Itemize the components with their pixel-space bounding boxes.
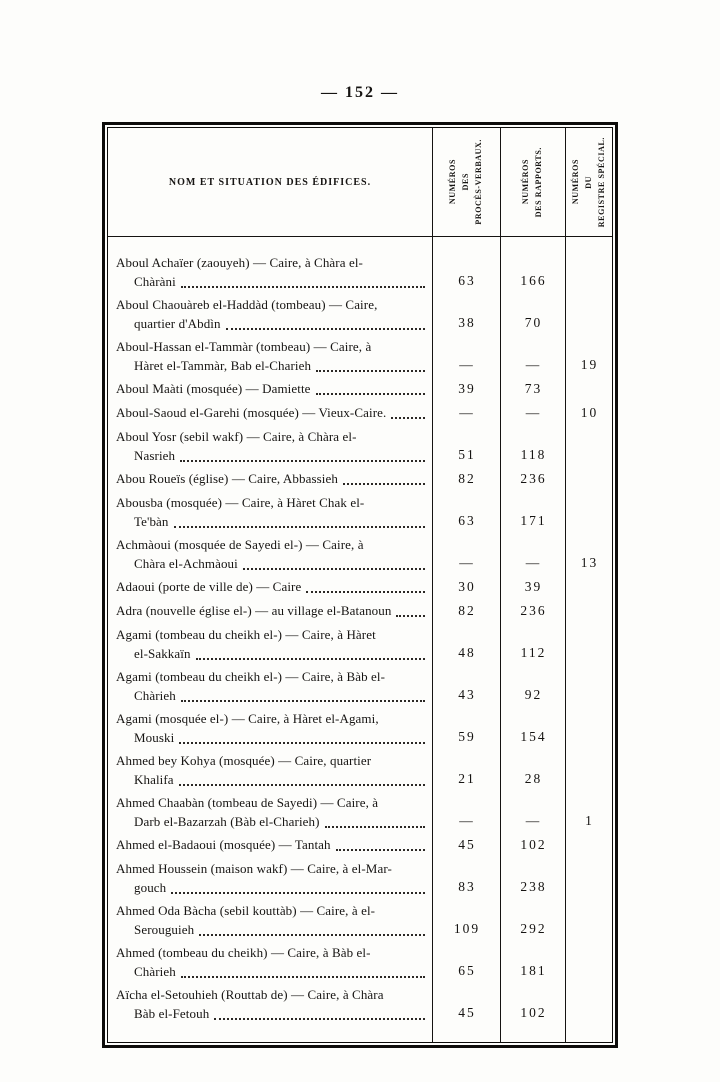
edifice-name-text: Abousba (mosquée) — Caire, à Hàret Chak el- <box>116 495 365 510</box>
edifice-name-line <box>116 469 427 488</box>
proces-verbaux-cell <box>432 379 500 399</box>
edifice-name-text: Adra (nouvelle église el-) — au village el-Batanoun <box>116 603 392 618</box>
edifice-name-line <box>116 446 427 465</box>
rapports-cell <box>500 901 565 939</box>
rapports-number: — <box>525 357 542 372</box>
rapports-number: 292 <box>520 921 547 936</box>
rapports-number: 238 <box>520 879 547 894</box>
edifice-name-line <box>116 379 427 398</box>
edifice-name-line <box>116 337 427 356</box>
rapports-cell <box>500 793 565 831</box>
rapports-cell <box>500 535 565 573</box>
edifice-name-line <box>116 601 427 620</box>
edifice-name-text: quartier d'Abdìn <box>134 316 221 331</box>
rapports-cell <box>500 835 565 855</box>
proces-verbaux-number: 51 <box>458 447 476 462</box>
dot-leader <box>181 686 425 702</box>
edifice-name-line <box>116 859 427 878</box>
rapports-number: 73 <box>524 381 543 396</box>
rapports-number: 166 <box>520 273 547 288</box>
edifice-name-text: Te'bàn <box>134 514 169 529</box>
registre-special-cell <box>565 859 612 897</box>
table-row <box>108 667 612 705</box>
edifice-name <box>108 337 432 375</box>
edifice-name <box>108 295 432 333</box>
edifice-name-text: Khalifa <box>134 772 174 787</box>
proces-verbaux-number: — <box>459 357 475 372</box>
rapports-number: 112 <box>520 645 547 660</box>
column-header-proces-verbaux <box>432 128 500 236</box>
edifice-name-text: Darb el-Bazarzah (Bàb el-Charieh) <box>134 814 320 829</box>
column-divider-3 <box>565 128 566 1042</box>
proces-verbaux-number: 45 <box>458 837 476 852</box>
proces-verbaux-cell <box>432 601 500 621</box>
proces-verbaux-cell <box>432 625 500 663</box>
vertical-header-line: PROCÈS-VERBAUX. <box>474 139 483 225</box>
edifice-name-text: Aboul-Hassan el-Tammàr (tombeau) — Caire, à <box>116 339 372 354</box>
rapports-cell <box>500 493 565 531</box>
edifice-name-line <box>116 253 427 272</box>
edifice-name <box>108 625 432 663</box>
rapports-cell <box>500 601 565 621</box>
edifice-name-text: Ahmed Chaabàn (tombeau de Sayedi) — Caire, à <box>116 795 379 810</box>
registre-special-number: 13 <box>580 555 599 570</box>
edifice-name-line <box>116 962 427 981</box>
edifice-name-line <box>116 272 427 291</box>
rapports-cell <box>500 859 565 897</box>
proces-verbaux-cell <box>432 943 500 981</box>
edifice-name <box>108 403 432 423</box>
dot-leader <box>396 601 425 617</box>
vertical-header-line: DES RAPPORTS. <box>534 146 543 218</box>
edifice-name-line <box>116 667 427 686</box>
dot-leader <box>199 920 425 936</box>
table-row <box>108 577 612 597</box>
registre-special-cell <box>565 943 612 981</box>
edifice-name <box>108 427 432 465</box>
edifice-name <box>108 667 432 705</box>
edifice-name-text: Hàret el-Tammàr, Bab el-Charieh <box>134 358 312 373</box>
proces-verbaux-number: 109 <box>453 921 481 936</box>
dot-leader <box>196 644 425 660</box>
dot-leader <box>306 577 425 593</box>
rapports-cell <box>500 295 565 333</box>
registre-special-cell <box>565 295 612 333</box>
proces-verbaux-number: — <box>459 555 475 570</box>
edifice-name-line <box>116 356 427 375</box>
proces-verbaux-number: 83 <box>458 879 476 894</box>
registre-special-cell <box>565 709 612 747</box>
edifice-name-text: el-Sakkaïn <box>134 646 191 661</box>
edifice-name-text: Mouski <box>134 730 175 745</box>
table-row <box>108 901 612 939</box>
dot-leader <box>325 812 425 828</box>
rapports-cell <box>500 751 565 789</box>
table-row <box>108 379 612 399</box>
table-row <box>108 751 612 789</box>
edifice-name-text: Ahmed Oda Bàcha (sebil kouttàb) — Caire, à el- <box>116 903 376 918</box>
table-row <box>108 295 612 333</box>
edifice-name-text: Ahmed el-Badaoui (mosquée) — Tantah <box>116 837 331 852</box>
edifice-name-line <box>116 901 427 920</box>
rapports-cell <box>500 427 565 465</box>
proces-verbaux-cell <box>432 535 500 573</box>
dot-leader <box>243 554 425 570</box>
edifice-name <box>108 985 432 1023</box>
column-header-rapports <box>500 128 565 236</box>
registre-special-cell <box>565 793 612 831</box>
rapports-number: — <box>525 405 542 420</box>
edifice-name-line <box>116 812 427 831</box>
table-row <box>108 427 612 465</box>
edifice-name-text: Serouguieh <box>134 922 195 937</box>
proces-verbaux-cell <box>432 859 500 897</box>
edifice-name-line <box>116 728 427 747</box>
table-row <box>108 493 612 531</box>
dot-leader <box>174 512 425 528</box>
dot-leader <box>214 1004 425 1020</box>
proces-verbaux-number: 63 <box>458 273 476 288</box>
registre-special-cell <box>565 751 612 789</box>
dot-leader <box>316 356 425 372</box>
proces-verbaux-cell <box>432 427 500 465</box>
registre-special-cell <box>565 901 612 939</box>
edifice-name-line <box>116 644 427 663</box>
table-row <box>108 793 612 831</box>
edifice-name-line <box>116 835 427 854</box>
table-row <box>108 337 612 375</box>
page-number: — 152 — <box>321 84 399 101</box>
table-row <box>108 709 612 747</box>
proces-verbaux-cell <box>432 337 500 375</box>
proces-verbaux-number: 82 <box>458 603 476 618</box>
rapports-number: 39 <box>524 579 543 594</box>
edifice-name-text: Aboul Maàti (mosquée) — Damiette <box>116 381 311 396</box>
edifice-name <box>108 577 432 597</box>
rapports-number: 236 <box>520 603 547 618</box>
table-row <box>108 943 612 981</box>
rapports-number: 92 <box>524 687 543 702</box>
edifice-name-text: Chàrieh <box>134 688 176 703</box>
edifice-name-text: Chàràni <box>134 274 176 289</box>
edifice-name-line <box>116 427 427 446</box>
edifice-name <box>108 493 432 531</box>
edifice-name-text: Bàb el-Fetouh <box>134 1006 210 1021</box>
edifice-name-line <box>116 943 427 962</box>
edifice-name-line <box>116 751 427 770</box>
rapports-number: 118 <box>520 447 547 462</box>
edifice-name-line <box>116 493 427 512</box>
proces-verbaux-cell <box>432 493 500 531</box>
edifice-name-line <box>116 403 427 422</box>
proces-verbaux-number: 59 <box>458 729 476 744</box>
edifice-name-text: Adaoui (porte de ville de) — Caire <box>116 579 302 594</box>
edifice-name-text: Ahmed (tombeau du cheikh) — Caire, à Bàb el- <box>116 945 371 960</box>
proces-verbaux-cell <box>432 253 500 291</box>
edifice-name <box>108 379 432 399</box>
proces-verbaux-cell <box>432 793 500 831</box>
proces-verbaux-number: 43 <box>458 687 476 702</box>
table-row <box>108 253 612 291</box>
table-frame-inner <box>107 127 613 1043</box>
edifice-name-line <box>116 295 427 314</box>
dot-leader <box>181 272 425 288</box>
proces-verbaux-number: 21 <box>458 771 476 786</box>
edifice-name-text: Abou Roueïs (église) — Caire, Abbassieh <box>116 471 338 486</box>
rapports-cell <box>500 379 565 399</box>
registre-special-number: 1 <box>585 813 594 828</box>
proces-verbaux-number: 48 <box>458 645 476 660</box>
edifice-name-text: gouch <box>134 880 167 895</box>
rapports-number: — <box>525 555 542 570</box>
proces-verbaux-number: — <box>459 813 475 828</box>
proces-verbaux-number: 45 <box>458 1005 476 1020</box>
edifice-name-line <box>116 625 427 644</box>
edifice-name-line <box>116 878 427 897</box>
registre-special-cell <box>565 535 612 573</box>
edifice-name-text: Agami (tombeau du cheikh el-) — Caire, à Hàret <box>116 627 376 642</box>
dot-leader <box>179 770 425 786</box>
table-row <box>108 859 612 897</box>
edifice-name-text: Aboul Chaouàreb el-Haddàd (tombeau) — Caire, <box>116 297 378 312</box>
table-row <box>108 469 612 489</box>
registre-special-cell <box>565 379 612 399</box>
proces-verbaux-number: 39 <box>458 381 476 396</box>
rapports-number: 181 <box>520 963 547 978</box>
table-body <box>108 237 612 1023</box>
registre-special-cell <box>565 493 612 531</box>
registre-special-cell <box>565 577 612 597</box>
edifice-name-line <box>116 709 427 728</box>
vertical-header-line: NUMÉROS <box>448 159 457 205</box>
edifice-name-text: Aboul-Saoud el-Garehi (mosquée) — Vieux-Caire. <box>116 405 387 420</box>
registre-special-cell <box>565 667 612 705</box>
dot-leader <box>336 835 425 851</box>
table-header-row <box>108 128 612 236</box>
edifice-name-line <box>116 985 427 1004</box>
rapports-number: — <box>525 813 542 828</box>
edifice-name <box>108 601 432 621</box>
edifice-name-text: Aïcha el-Setouhieh (Routtab de) — Caire, à Chàra <box>116 987 384 1002</box>
registre-special-cell <box>565 601 612 621</box>
rapports-cell <box>500 943 565 981</box>
edifice-name-text: Ahmed Houssein (maison wakf) — Caire, à el-Mar- <box>116 861 392 876</box>
rapports-number: 171 <box>520 513 547 528</box>
proces-verbaux-cell <box>432 901 500 939</box>
edifice-name-line <box>116 1004 427 1023</box>
proces-verbaux-cell <box>432 469 500 489</box>
rapports-cell <box>500 337 565 375</box>
column-divider-1 <box>432 128 433 1042</box>
edifice-name-text: Agami (tombeau du cheikh el-) — Caire, à Bàb el- <box>116 669 386 684</box>
rapports-cell <box>500 985 565 1023</box>
registre-special-cell <box>565 625 612 663</box>
rapports-cell <box>500 667 565 705</box>
proces-verbaux-cell <box>432 985 500 1023</box>
vertical-header-line: DU <box>583 175 593 189</box>
edifice-name-line <box>116 770 427 789</box>
edifice-name-text: Ahmed bey Kohya (mosquée) — Caire, quartier <box>116 753 372 768</box>
rapports-number: 102 <box>520 837 547 852</box>
rapports-number: 102 <box>520 1005 547 1020</box>
edifice-name <box>108 751 432 789</box>
proces-verbaux-number: 38 <box>458 315 476 330</box>
edifice-name <box>108 469 432 489</box>
rapports-number: 236 <box>520 471 547 486</box>
rapports-cell <box>500 709 565 747</box>
registre-special-cell <box>565 985 612 1023</box>
proces-verbaux-cell <box>432 835 500 855</box>
rapports-number: 70 <box>524 315 543 330</box>
dot-leader <box>171 878 425 894</box>
table-frame <box>102 122 618 1048</box>
edifice-name-text: Chàra el-Achmàoui <box>134 556 238 571</box>
table-row <box>108 403 612 423</box>
edifice-name <box>108 793 432 831</box>
table-row <box>108 601 612 621</box>
rapports-cell <box>500 577 565 597</box>
edifice-name-line <box>116 686 427 705</box>
proces-verbaux-cell <box>432 709 500 747</box>
rapports-number: 154 <box>520 729 547 744</box>
registre-special-cell <box>565 403 612 423</box>
edifice-name <box>108 709 432 747</box>
edifice-name-text: Nasrieh <box>134 448 176 463</box>
rapports-cell <box>500 253 565 291</box>
vertical-header-line: NUMÉROS <box>570 159 580 205</box>
vertical-header-line: NUMÉROS <box>521 159 530 205</box>
edifice-name-text: Aboul Yosr (sebil wakf) — Caire, à Chàra el- <box>116 429 357 444</box>
proces-verbaux-cell <box>432 295 500 333</box>
dot-leader <box>179 728 425 744</box>
rapports-cell <box>500 403 565 423</box>
dot-leader <box>391 403 425 419</box>
table-row <box>108 835 612 855</box>
edifice-name <box>108 835 432 855</box>
table-row <box>108 535 612 573</box>
proces-verbaux-cell <box>432 751 500 789</box>
registre-special-cell <box>565 469 612 489</box>
edifice-name-text: Agami (mosquée el-) — Caire, à Hàret el-Agami, <box>116 711 379 726</box>
edifice-name-text: Achmàoui (mosquée de Sayedi el-) — Caire, à <box>116 537 364 552</box>
proces-verbaux-number: 65 <box>458 963 476 978</box>
edifice-name-text: Chàrieh <box>134 964 176 979</box>
edifice-name-line <box>116 793 427 812</box>
edifice-name-line <box>116 577 427 596</box>
proces-verbaux-cell <box>432 403 500 423</box>
registre-special-cell <box>565 337 612 375</box>
edifice-name-line <box>116 554 427 573</box>
rapports-cell <box>500 469 565 489</box>
edifice-name <box>108 859 432 897</box>
vertical-header-line: REGISTRE SPÉCIAL. <box>596 136 606 228</box>
dot-leader <box>180 446 425 462</box>
dot-leader <box>226 314 425 330</box>
edifice-name-text: Aboul Achaïer (zaouyeh) — Caire, à Chàra el- <box>116 255 363 270</box>
edifice-name <box>108 535 432 573</box>
proces-verbaux-number: 63 <box>458 513 476 528</box>
registre-special-number: 19 <box>580 357 599 372</box>
table-row <box>108 625 612 663</box>
proces-verbaux-number: 30 <box>458 579 476 594</box>
column-header-name: NOM ET SITUATION DES ÉDIFICES. <box>168 176 372 188</box>
column-divider-2 <box>500 128 501 1042</box>
table-row <box>108 985 612 1023</box>
column-header-registre-special <box>565 128 612 236</box>
edifice-name-line <box>116 512 427 531</box>
proces-verbaux-number: 82 <box>458 471 476 486</box>
proces-verbaux-number: — <box>459 405 475 420</box>
edifice-name-line <box>116 920 427 939</box>
registre-special-cell <box>565 835 612 855</box>
edifice-name-line <box>116 314 427 333</box>
rapports-number: 28 <box>524 771 543 786</box>
dot-leader <box>181 962 425 978</box>
registre-special-number: 10 <box>580 405 599 420</box>
registre-special-cell <box>565 253 612 291</box>
edifice-name-line <box>116 535 427 554</box>
edifice-name <box>108 253 432 291</box>
proces-verbaux-cell <box>432 577 500 597</box>
edifice-name <box>108 943 432 981</box>
vertical-header-line: DES <box>461 173 470 191</box>
rapports-cell <box>500 625 565 663</box>
dot-leader <box>343 469 425 485</box>
dot-leader <box>316 379 425 395</box>
edifice-name <box>108 901 432 939</box>
registre-special-cell <box>565 427 612 465</box>
proces-verbaux-cell <box>432 667 500 705</box>
